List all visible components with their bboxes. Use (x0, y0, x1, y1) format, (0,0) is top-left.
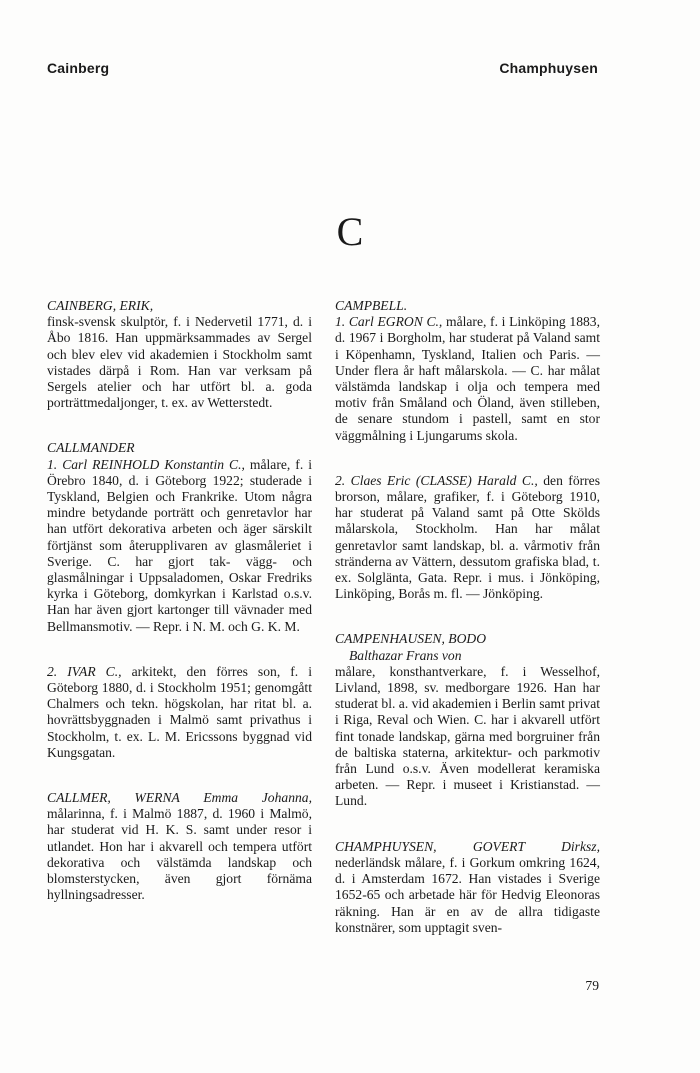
entry-callmander-ivar (47, 664, 312, 761)
entry-body: målare, f. i Örebro 1840, d. i Göteborg 1922; studerade i Tyskland, Belgien och Frankrike. Utom några mindre betydande porträtt och genretavlor har han utfört dekorativa arbeten och äger särskilt förtjänst som återupplivaren av glasmåleriet i Sverige. C. har gjort tak- vägg- och glasmålningar i Uppsaladomen, Oskar Fredriks kyrka i Göteborg, domkyrkan i Karlstad o.s.v. Han har även gjort kartonger till vävnader med Bellmansmotiv. — Repr. i N. M. och G. K. M. (47, 456, 312, 634)
entry-paragraph (335, 314, 600, 444)
entry-lead: 1. Carl EGRON C., (335, 314, 443, 330)
entry-body: den förres brorson, målare, grafiker, f. i Göteborg 1910, har studerat på Valand samt på Otte Skölds målarskola, Stockholm. Han har målat genretavlor samt landskap, bl. a. vårmotiv från stränderna av Vättern, dessutom grafiska blad, t. ex. Solglänta, Gata. Repr. i mus. i Jönköping, Linköping, Borås m. fl. — Jönköping. (335, 472, 601, 602)
running-head-right: Champhuysen (499, 60, 598, 76)
running-head-left: Cainberg (47, 60, 110, 76)
entry-body: målare, f. i Linköping 1883, d. 1967 i Borgholm, har studerat på Valand samt i Köpenhamn, Tyskland, Italien och Paris. — Under flera år haft målarskola. — C. har målat välstämda landskap i olja och tempera med motiv från Småland och Öland, även stilleben, de senare stundom i pastell, samt en stor väggmålning i Ljungarums skola. (335, 314, 600, 443)
entry-callmander (47, 440, 312, 634)
entry-body: målare, konsthantverkare, f. i Wesselhof, Livland, 1898, sv. medborgare 1926. Han har studerat bl. a. vid akademien i Berlin samt privat i Riga, Reval och Wien. C. har i akvarell utfört fint tonade landskap, gärna med borgruiner från de baltiska staterna, arkitektur- och parkmotiv från Lund o.s.v. Även modellerat keramiska arbeten. — Repr. i museet i Kristianstad. — Lund. (335, 663, 601, 809)
entry-paragraph (335, 839, 600, 936)
entry-campenhausen (335, 631, 600, 809)
entry-paragraph (47, 790, 312, 903)
entry-headword: CAINBERG, ERIK, (47, 298, 154, 313)
entry-paragraph (47, 457, 312, 635)
entry-lead: 2. Claes Eric (CLASSE) Harald C., (335, 472, 538, 488)
right-column (335, 298, 600, 965)
entry-subheadword: Balthazar Frans von (349, 647, 462, 663)
entry-lead: CALLMER, WERNA Emma Johanna, (47, 790, 312, 806)
entry-body: finsk-svensk skulptör, f. i Nedervetil 1771, d. i Åbo 1816. Han uppmärksammades av Sergel och blev elev vid akademien i Stockholm samt vistades därpå i Rom. Han var verksam på Sergels atelier och har utfört bl. a. goda porträttmedaljonger, t. ex. av Wetterstedt. (47, 314, 312, 411)
left-column (47, 298, 312, 933)
entry-cainberg (47, 298, 312, 411)
entry-paragraph (335, 473, 600, 603)
entry-headword: CALLMANDER (47, 440, 135, 456)
entry-body: målarinna, f. i Malmö 1887, d. 1960 i Malmö, har studerat vid H. K. S. samt under resor i utlandet. Hon har i akvarell och tempera utfört dekorativa och välstämda landskap och blomsterstycken, även gjort förnäma hyllningsadresser. (47, 806, 312, 903)
entry-headword: CAMPENHAUSEN, BODO (335, 631, 487, 647)
entry-champhuysen (335, 839, 600, 936)
entry-headword: CAMPBELL. (335, 298, 408, 313)
entry-lead: 1. Carl REINHOLD Konstantin C., (47, 456, 245, 472)
entry-body: nederländsk målare, f. i Gorkum omkring 1624, d. i Amsterdam 1672. Han vistades i Sverige 1652-65 och arbetade här för Hedvig Eleonoras räkning. Han är en av de allra tidigaste konstnärer, som upptagit sven- (335, 854, 600, 935)
page-number: 79 (585, 978, 599, 993)
section-letter: C (336, 209, 364, 254)
entry-paragraph (47, 664, 312, 761)
entry-body: arkitekt, den förres son, f. i Göteborg 1880, d. i Stockholm 1951; genomgått Chalmers och tekn. högskolan, har ritat bl. a. hovrättsbyggnaden i Malmö samt privathus i Stockholm, t. ex. L. M. Ericssons byggnad vid Kungsgatan. (47, 663, 312, 760)
entry-campbell-classe (335, 473, 600, 603)
entry-lead: CHAMPHUYSEN, GOVERT Dirksz, (335, 838, 600, 854)
entry-callmer (47, 790, 312, 903)
entry-lead: 2. IVAR C., (47, 663, 122, 679)
entry-campbell (335, 298, 600, 444)
